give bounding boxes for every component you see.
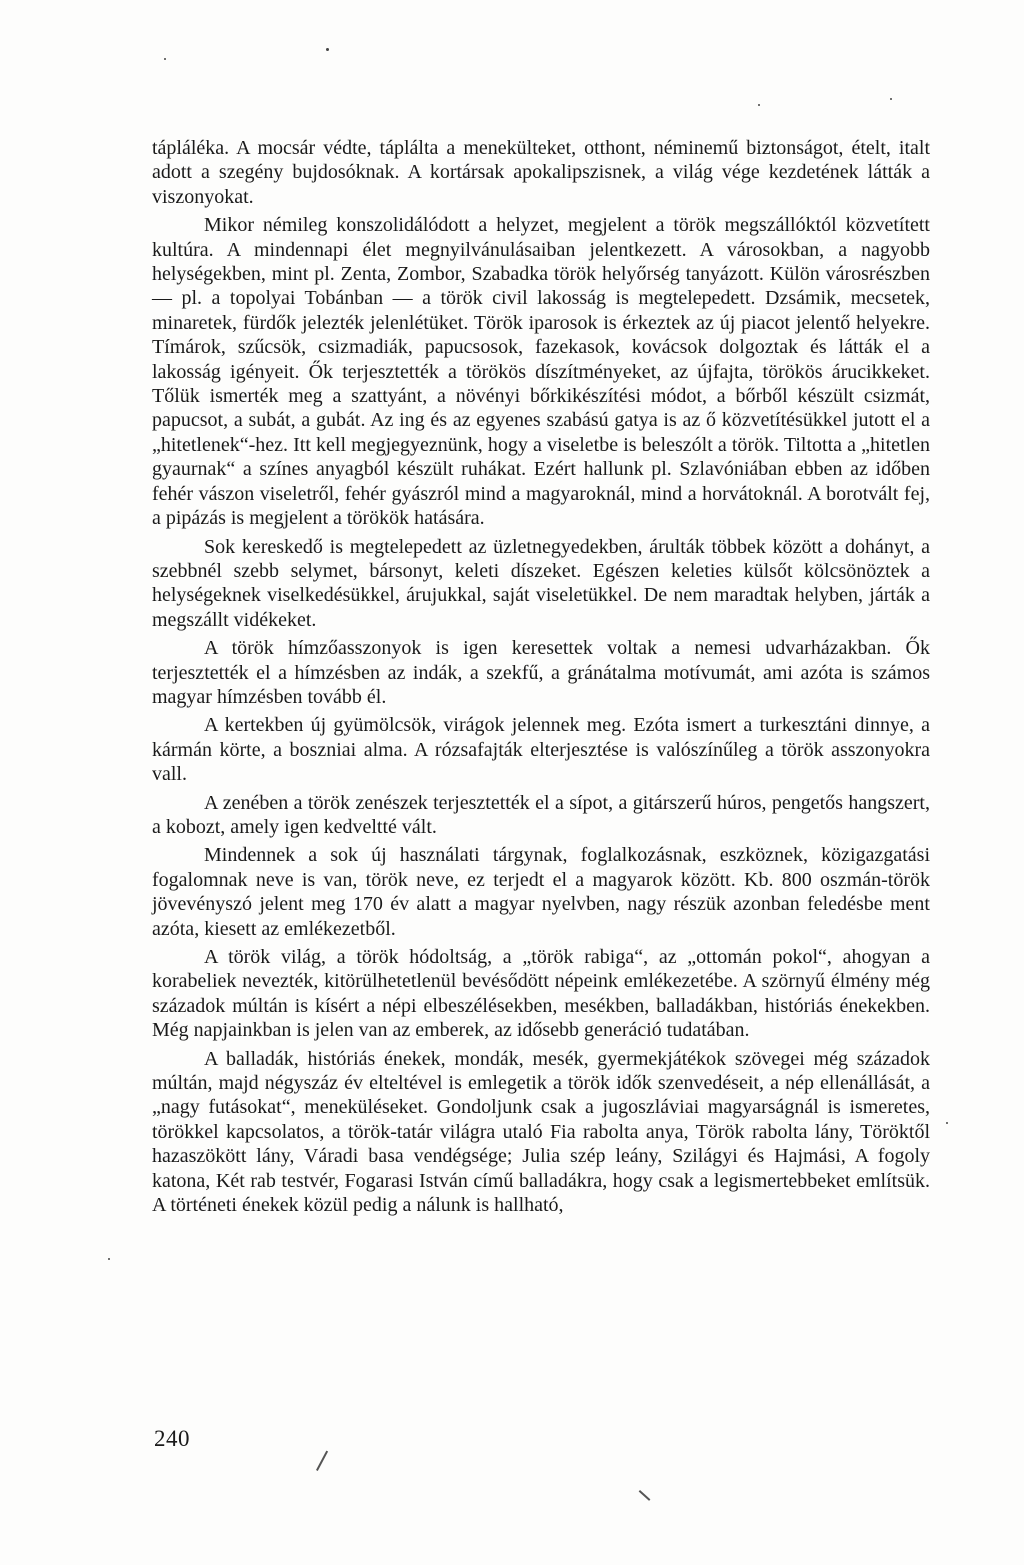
paragraph-9: A balladák, históriás énekek, mondák, mesék, gyermekjátékok szövegei még századok múltán, majd négyszáz év elteltével is emlegetik a török idők szenvedéseit, a nép ellenállását, a „nagy futásokat“, meneküléseket. Gondoljunk csak a jugoszláviai magyarságnál is ismeretes, törökkel kapcsolatos, a török-tatár világra utaló Fia rabolta anya, Török rabolta lány, Töröktől hazaszökött lány, Váradi basa vendégsége; Julia szép leány, Szilágyi és Hajmási, A fogoly katona, Két rab testvér, Fogarasi István című balladákra, hogy csak a legismertebbeket említsük. A történeti énekek közül pedig a nálunk is hallható, <box>152 1047 930 1217</box>
page-number: 240 <box>154 1426 190 1451</box>
paragraph-3: Sok kereskedő is megtelepedett az üzletnegyedekben, árulták többek között a dohányt, a szebbnél szebb selymet, bársonyt, keleti díszeket. Egészen keleties külsőt kölcsönöztek a helységeknek viselkedésükkel, árujukkal, saját viseletükkel. De nem maradtak helyben, járták a megszállt vidékeket. <box>152 535 930 631</box>
paragraph-2: Mikor némileg konszolidálódott a helyzet, megjelent a török megszállóktól közvetített kultúra. A mindennapi élet megnyilvánulásaiban jelentkezett. A városokban, a nagyobb helységekben, mint pl. Zenta, Zombor, Szabadka török helyőrség tanyázott. Külön városrészben — pl. a topolyai Tobánban — a török civil lakosság is megtelepedett. Dzsámik, mecsetek, minaretek, fürdők jelezték jelenlétüket. Török iparosok is érkeztek az új piacot jelentő helyekre. Tímárok, szűcsök, csizmadiák, papucsosok, fazekasok, kovácsok dolgoztak és látták el a lakosság igényeit. Ők terjesztették a törökös díszítményeket, az újfajta, törökös árucikkeket. Tőlük ismerték meg a szattyánt, a növényi bőrkikészítési módot, a bőrből készült csizmát, papucsot, a subát, a gubát. Az ing és az egyenes szabású gatya is az ő közvetítésükkel jutott el a „hitetlenek“-hez. Itt kell megjegyeznünk, hogy a viseletbe is beleszólt a török. Tiltotta a „hitetlen gyaurnak“ a színes anyagból készült ruhákat. Ezért hallunk pl. Szlavóniában ebben az időben fehér vászon viseletről, fehér gyászról mind a magyaroknál, mind a horvátoknál. A borotvált fej, a pipázás is megjelent a törökök hatására. <box>152 214 930 530</box>
scan-speck <box>758 104 760 106</box>
scan-speck <box>164 58 166 60</box>
paragraph-6: A zenében a török zenészek terjesztették el a sípot, a gitárszerű húros, pengetős hangszert, a kobozt, amely igen kedveltté vált. <box>152 791 930 838</box>
body-text <box>152 136 930 1217</box>
paragraph-8: A török világ, a török hódoltság, a „török rabiga“, az „ottomán pokol“, ahogyan a korabeliek nevezték, kitörülhetetlenül bevésődött népeink emlékezetébe. A szörnyű élmény még századok múltán is kísért a népi elbeszélésekben, mesékben, balladákban, históriás énekekben. Még napjainkban is jelen van az emberek, az idősebb generáció tudatában. <box>152 946 930 1042</box>
paragraph-5: A kertekben új gyümölcsök, virágok jelennek meg. Ezóta ismert a turkesztáni dinnye, a kármán körte, a boszniai alma. A rózsafajták elterjesztése is valószínűleg a török asszonyokra vall. <box>152 714 930 786</box>
scan-speck <box>108 1258 110 1260</box>
scan-speck <box>946 1122 948 1124</box>
scan-mark <box>316 1451 328 1471</box>
paragraph-4: A török hímzőasszonyok is igen keresettek voltak a nemesi udvarházakban. Ők terjesztették el a hímzésben az indák, a szekfű, a gránátalma motívumát, ami azóta is számos magyar hímzésben tovább él. <box>152 637 930 708</box>
scan-speck <box>326 48 329 51</box>
paragraph-1: tápláléka. A mocsár védte, táplálta a menekülteket, otthont, néminemű biztonságot, ételt, italt adott a szegény bujdosóknak. A kortársak apokalipszisnek, a világ vége kezdetének látták a viszonyokat. <box>152 137 930 208</box>
scan-mark <box>639 1490 650 1500</box>
paragraph-7: Mindennek a sok új használati tárgynak, foglalkozásnak, eszköznek, közigazgatási fogalomnak neve is van, török neve, ez terjedt el a magyarok között. Kb. 800 oszmán-török jövevényszó jelent meg 170 év alatt a magyar nyelvben, nagy részük azonban feledésbe ment azóta, kiesett az emlékezetből. <box>152 844 930 940</box>
scan-speck <box>890 98 892 100</box>
